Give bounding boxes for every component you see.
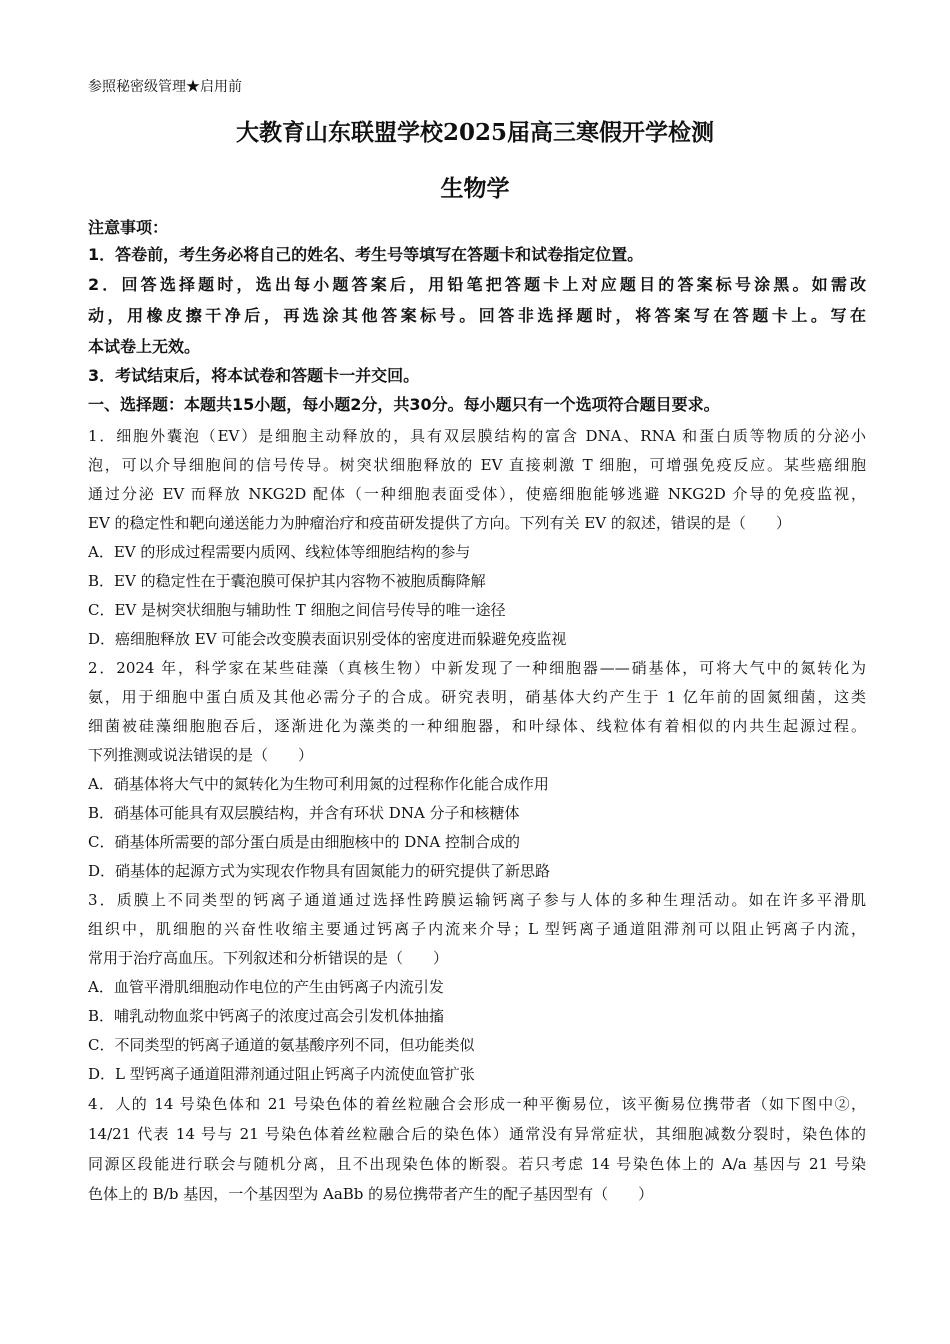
notice-item: 2．回答选择题时，选出每小题答案后，用铅笔把答题卡上对应题目的答案标号涂黑。如需改 <box>88 275 866 294</box>
question-option: D．硝基体的起源方式为实现农作物具有固氮能力的研究提供了新思路 <box>88 862 551 880</box>
question-stem-line: 组织中，肌细胞的兴奋性收缩主要通过钙离子内流来介导；L 型钙离子通道阻滞剂可以阻止钙离子内流， <box>88 920 866 938</box>
question-stem-line: 1．细胞外囊泡（EV）是细胞主动释放的，具有双层膜结构的富含 DNA、RNA 和蛋白质等物质的分泌小 <box>88 427 866 445</box>
notice-item: 本试卷上无效。 <box>88 337 201 356</box>
question-option: B．EV 的稳定性在于囊泡膜可保护其内容物不被胞质酶降解 <box>88 572 486 590</box>
question-stem-line: 4．人的 14 号染色体和 21 号染色体的着丝粒融合会形成一种平衡易位，该平衡易位携带者（如下图中②， <box>88 1095 866 1113</box>
question-stem-line: 同源区段能进行联会与随机分离，且不出现染色体的断裂。若只考虑 14 号染色体上的 A/a 基因与 21 号染 <box>88 1155 866 1173</box>
question-stem-line: 氨，用于细胞中蛋白质及其他必需分子的合成。研究表明，硝基体大约产生于 1 亿年前的固氮细菌，这类 <box>88 688 866 706</box>
question-stem-line: 色体上的 B/b 基因，一个基因型为 AaBb 的易位携带者产生的配子基因型有（ ） <box>88 1185 654 1203</box>
question-option: C．不同类型的钙离子通道的氨基酸序列不同，但功能类似 <box>88 1036 475 1054</box>
notice-item: 1．答卷前，考生务必将自己的姓名、考生号等填写在答题卡和试卷指定位置。 <box>88 245 644 264</box>
question-stem-line: 下列推测或说法错误的是（ ） <box>88 746 314 764</box>
notice-item: 动，用橡皮擦干净后，再选涂其他答案标号。回答非选择题时，将答案写在答题卡上。写在 <box>88 306 866 325</box>
question-option: C．硝基体所需要的部分蛋白质是由细胞核中的 DNA 控制合成的 <box>88 833 520 851</box>
question-option: B．硝基体可能具有双层膜结构，并含有环状 DNA 分子和核糖体 <box>88 804 520 822</box>
question-option: C．EV 是树突状细胞与辅助性 T 细胞之间信号传导的唯一途径 <box>88 601 506 619</box>
question-option: B．哺乳动物血浆中钙离子的浓度过高会引发机体抽搐 <box>88 1007 445 1025</box>
question-option: D．癌细胞释放 EV 可能会改变膜表面识别受体的密度进而躲避免疫监视 <box>88 630 567 648</box>
question-option: A．EV 的形成过程需要内质网、线粒体等细胞结构的参与 <box>88 543 471 561</box>
question-stem-line: EV 的稳定性和靶向递送能力为肿瘤治疗和疫苗研发提供了方向。下列有关 EV 的叙述，错误的是（ ） <box>88 514 791 532</box>
question-stem-line: 泡，可以介导细胞间的信号传导。树突状细胞释放的 EV 直接刺激 T 细胞，可增强免疫反应。某些癌细胞 <box>88 456 866 474</box>
subject-title: 生物学 <box>440 175 510 202</box>
question-option: D．L 型钙离子通道阻滞剂通过阻止钙离子内流使血管扩张 <box>88 1065 475 1083</box>
question-stem-line: 2．2024 年，科学家在某些硅藻（真核生物）中新发现了一种细胞器——硝基体，可将大气中的氮转化为 <box>88 659 866 677</box>
secret-label: 参照秘密级管理★启用前 <box>88 79 242 95</box>
question-option: A．血管平滑肌细胞动作电位的产生由钙离子内流引发 <box>88 978 444 996</box>
question-stem-line: 细菌被硅藻细胞胞吞后，逐渐进化为藻类的一种细胞器，和叶绿体、线粒体有着相似的内共生起源过程。 <box>88 717 866 735</box>
question-option: A．硝基体将大气中的氮转化为生物可利用氮的过程称作化能合成作用 <box>88 775 549 793</box>
question-stem-line: 14/21 代表 14 号与 21 号染色体着丝粒融合后的染色体）通常没有异常症状，其细胞减数分裂时，染色体的 <box>88 1125 866 1143</box>
question-stem-line: 3．质膜上不同类型的钙离子通道通过选择性跨膜运输钙离子参与人体的多种生理活动。如在许多平滑肌 <box>88 891 866 909</box>
question-stem-line: 通过分泌 EV 而释放 NKG2D 配体（一种细胞表面受体），使癌细胞能够逃避 NKG2D 介导的免疫监视， <box>88 485 866 503</box>
section-heading: 一、选择题：本题共15小题，每小题2分，共30分。每小题只有一个选项符合题目要求。 <box>88 395 720 414</box>
notice-heading: 注意事项： <box>88 218 169 237</box>
notice-item: 3．考试结束后，将本试卷和答题卡一并交回。 <box>88 366 420 385</box>
question-stem-line: 常用于治疗高血压。下列叙述和分析错误的是（ ） <box>88 949 449 967</box>
exam-title: 大教育山东联盟学校2025届高三寒假开学检测 <box>235 119 714 146</box>
